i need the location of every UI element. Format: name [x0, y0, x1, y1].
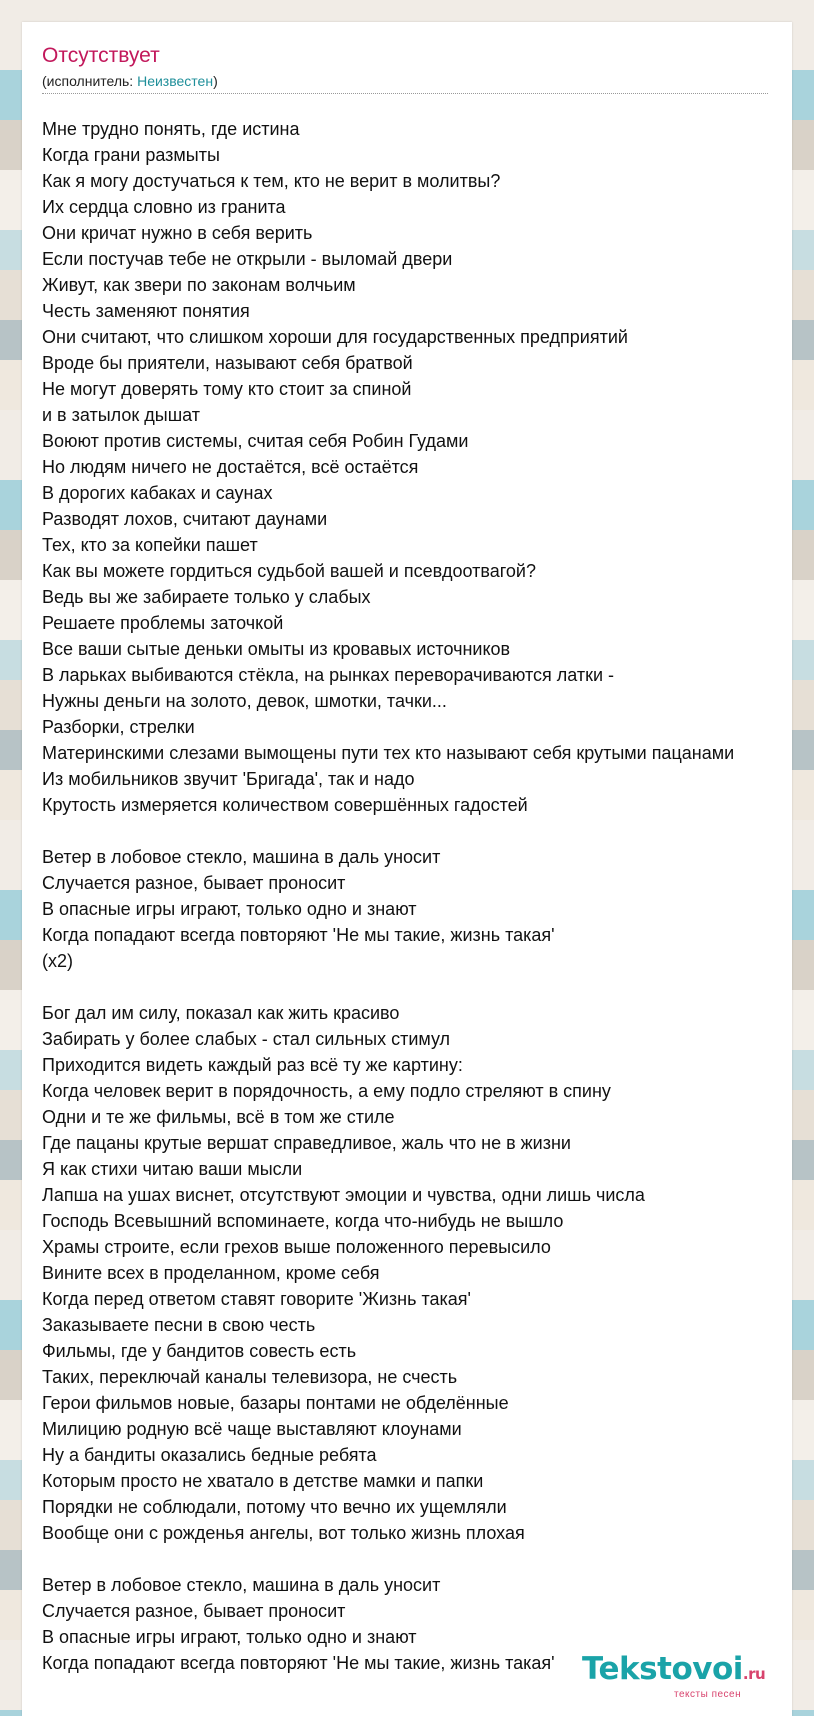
lyric-line: Разборки, стрелки — [42, 717, 195, 737]
lyric-line: Когда перед ответом ставят говорите 'Жизнь такая' — [42, 1289, 471, 1309]
lyric-line: Тех, кто за копейки пашет — [42, 535, 258, 555]
lyric-line: В опасные игры играют, только одно и знают — [42, 899, 417, 919]
lyric-line: Но людям ничего не достаётся, всё остаётся — [42, 457, 419, 477]
stanza-gap — [42, 818, 734, 844]
lyric-line: Крутость измеряется количеством совершённых гадостей — [42, 795, 528, 815]
lyric-line: Когда грани размыты — [42, 145, 220, 165]
lyric-line: Случается разное, бывает проносит — [42, 873, 346, 893]
lyric-line: Забирать у более слабых - стал сильных стимул — [42, 1029, 451, 1049]
lyric-line: Они считают, что слишком хороши для государственных предприятий — [42, 327, 628, 347]
stanza-gap — [42, 1546, 734, 1572]
lyric-line: Храмы строите, если грехов выше положенного перевысило — [42, 1237, 551, 1257]
artist-link[interactable]: Неизвестен — [137, 73, 214, 89]
lyric-line: Бог дал им силу, показал как жить красиво — [42, 1003, 400, 1023]
lyric-line: Если постучав тебе не открыли - выломай двери — [42, 249, 453, 269]
logo-wordmark — [582, 1651, 765, 1687]
lyric-line: Ветер в лобовое стекло, машина в даль уносит — [42, 847, 441, 867]
lyric-line: Вообще они с рожденья ангелы, вот только жизнь плохая — [42, 1523, 525, 1543]
lyric-line: В дорогих кабаках и саунах — [42, 483, 273, 503]
artist-line — [42, 73, 218, 89]
divider — [42, 93, 768, 94]
lyric-line: Когда попадают всегда повторяют 'Не мы такие, жизнь такая' — [42, 1653, 555, 1673]
lyric-line: Решаете проблемы заточкой — [42, 613, 284, 633]
lyric-line: Материнскими слезами вымощены пути тех кто называют себя крутыми пацанами — [42, 743, 735, 763]
lyric-line: Заказываете песни в свою честь — [42, 1315, 316, 1335]
lyric-line: Которым просто не хватало в детстве мамки и папки — [42, 1471, 484, 1491]
lyric-line: Приходится видеть каждый раз всё ту же картину: — [42, 1055, 463, 1075]
artist-suffix: ) — [213, 73, 218, 89]
lyric-line: Честь заменяют понятия — [42, 301, 250, 321]
lyric-line: Все ваши сытые деньки омыты из кровавых источников — [42, 639, 511, 659]
lyric-line: Таких, переключай каналы телевизора, не счесть — [42, 1367, 458, 1387]
lyric-line: и в затылок дышат — [42, 405, 201, 425]
lyric-line: Живут, как звери по законам волчьим — [42, 275, 356, 295]
lyric-line: Порядки не соблюдали, потому что вечно их ущемляли — [42, 1497, 507, 1517]
lyric-line: В опасные игры играют, только одно и знают — [42, 1627, 417, 1647]
lyric-line: Милицию родную всё чаще выставляют клоунами — [42, 1419, 462, 1439]
logo-name: Tekstovoi — [582, 1651, 743, 1687]
lyric-line: Вроде бы приятели, называют себя братвой — [42, 353, 413, 373]
song-title: Отсутствует — [42, 44, 160, 67]
lyric-line: Фильмы, где у бандитов совесть есть — [42, 1341, 357, 1361]
lyric-line: (x2) — [42, 951, 73, 971]
lyric-line: Ну а бандиты оказались бедные ребята — [42, 1445, 377, 1465]
lyrics-page — [22, 22, 792, 1716]
lyric-line: Вините всех в проделанном, кроме себя — [42, 1263, 380, 1283]
lyric-line: Как я могу достучаться к тем, кто не верит в молитвы? — [42, 171, 501, 191]
lyric-line: Герои фильмов новые, базары понтами не обделённые — [42, 1393, 509, 1413]
lyric-line: Воюют против системы, считая себя Робин Гудами — [42, 431, 469, 451]
lyric-line: Где пацаны крутые вершат справедливое, жаль что не в жизни — [42, 1133, 571, 1153]
artist-prefix: (исполнитель: — [42, 73, 138, 89]
lyric-line: В ларьках выбиваются стёкла, на рынках переворачиваются латки - — [42, 665, 615, 685]
lyric-line: Я как стихи читаю ваши мысли — [42, 1159, 303, 1179]
lyric-line: Они кричат нужно в себя верить — [42, 223, 313, 243]
site-logo[interactable] — [582, 1651, 792, 1703]
lyric-line: Господь Всевышний вспоминаете, когда что-нибудь не вышло — [42, 1211, 564, 1231]
lyric-line: Когда человек верит в порядочность, а ему подло стреляют в спину — [42, 1081, 611, 1101]
stanza-gap — [42, 974, 734, 1000]
logo-tagline: тексты песен — [674, 1689, 742, 1700]
lyric-line: Лапша на ушах виснет, отсутствуют эмоции и чувства, одни лишь числа — [42, 1185, 645, 1205]
lyric-line: Разводят лохов, считают даунами — [42, 509, 328, 529]
lyric-line: Их сердца словно из гранита — [42, 197, 286, 217]
lyric-line: Когда попадают всегда повторяют 'Не мы такие, жизнь такая' — [42, 925, 555, 945]
lyric-line: Не могут доверять тому кто стоит за спиной — [42, 379, 412, 399]
lyric-line: Мне трудно понять, где истина — [42, 119, 300, 139]
lyrics-text — [42, 116, 734, 1676]
lyric-line: Ведь вы же забираете только у слабых — [42, 587, 371, 607]
lyric-line: Ветер в лобовое стекло, машина в даль уносит — [42, 1575, 441, 1595]
lyric-line: Одни и те же фильмы, всё в том же стиле — [42, 1107, 395, 1127]
lyric-line: Нужны деньги на золото, девок, шмотки, тачки... — [42, 691, 447, 711]
lyric-line: Как вы можете гордиться судьбой вашей и псевдоотвагой? — [42, 561, 536, 581]
logo-tld: .ru — [742, 1665, 766, 1683]
lyric-line: Случается разное, бывает проносит — [42, 1601, 346, 1621]
lyric-line: Из мобильников звучит 'Бригада', так и надо — [42, 769, 415, 789]
